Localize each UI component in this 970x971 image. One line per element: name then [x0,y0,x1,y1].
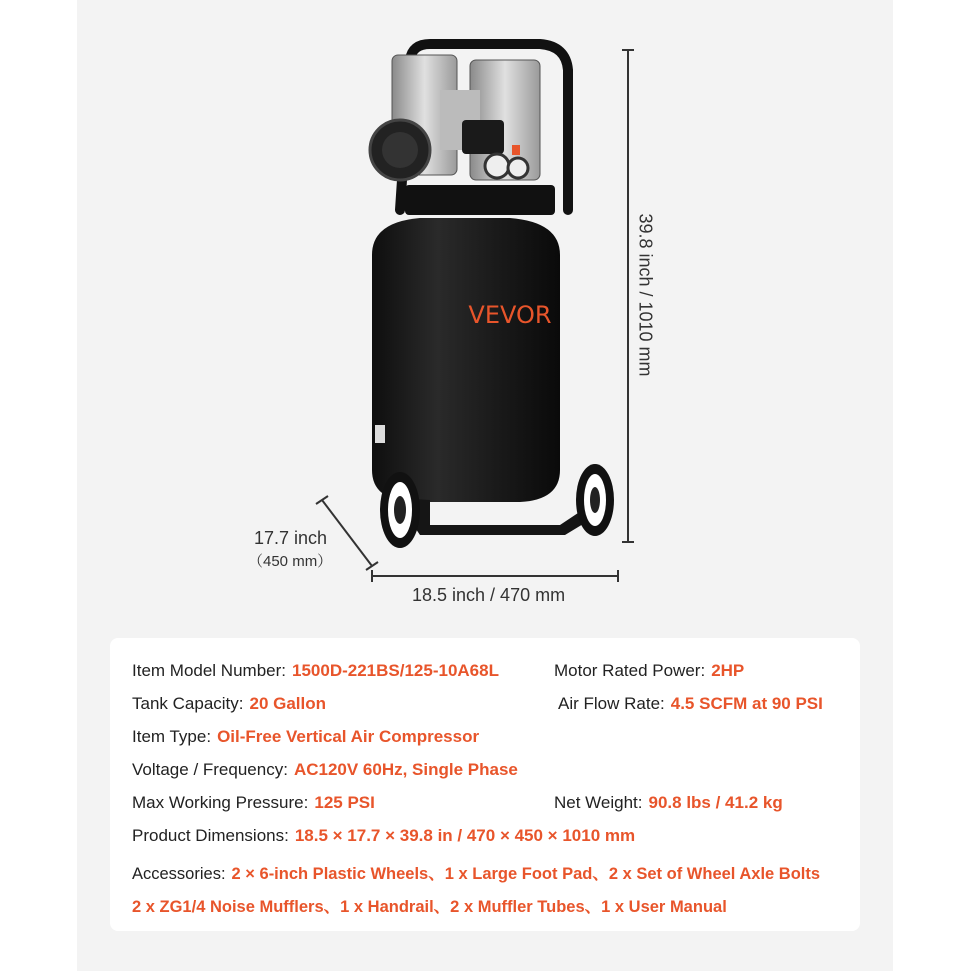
width-dimension-label: 18.5 inch / 470 mm [412,585,566,605]
spec-label: Max Working Pressure: [132,793,309,812]
spec-item-type [132,727,479,747]
spec-value: 20 Gallon [249,694,327,713]
spec-product-dimensions [132,826,635,846]
spec-label: Voltage / Frequency: [132,760,288,779]
tank [372,218,560,502]
spec-air-flow-rate [558,694,823,714]
spec-net-weight [554,793,783,813]
spec-motor-power [554,661,744,681]
spec-value: 2 × 6-inch Plastic Wheels、1 x Large Foot Pad、2 x Set of Wheel Axle Bolts [231,865,821,883]
spec-value: 90.8 lbs / 41.2 kg [648,793,783,812]
spec-value: 18.5 × 17.7 × 39.8 in / 470 × 450 × 1010 mm [294,826,636,845]
spec-value: 2 x ZG1/4 Noise Mufflers、1 x Handrail、2 x Muffler Tubes、1 x User Manual [132,898,727,916]
spec-label: Air Flow Rate: [558,694,665,713]
spec-label: Accessories: [132,865,226,883]
spec-label: Net Weight: [554,793,643,812]
spec-value: 2HP [711,661,745,680]
spec-label: Item Model Number: [132,661,286,680]
spec-accessories [132,860,820,884]
spec-model-number [132,661,499,681]
spec-tank-capacity [132,694,326,714]
brand-logo: VEVOR [468,301,552,329]
spec-value: AC120V 60Hz, Single Phase [293,760,518,779]
spec-label: Tank Capacity: [132,694,244,713]
spec-value: 1500D-221BS/125-10A68L [292,661,499,680]
spec-max-pressure [132,793,375,813]
spec-label: Product Dimensions: [132,826,289,845]
spec-value: 4.5 SCFM at 90 PSI [670,694,823,713]
spec-label: Motor Rated Power: [554,661,706,680]
height-dimension-label: 39.8 inch / 1010 mm [635,213,656,377]
specifications-card [110,638,860,931]
spec-voltage-frequency [132,760,518,780]
depth-dimension-mm: （450 mm） [248,553,333,570]
spec-value: Oil-Free Vertical Air Compressor [217,727,480,746]
depth-dimension-inch: 17.7 inch [254,528,328,548]
spec-accessories-continued [132,893,727,917]
spec-label: Item Type: [132,727,212,746]
spec-value: 125 PSI [314,793,375,812]
